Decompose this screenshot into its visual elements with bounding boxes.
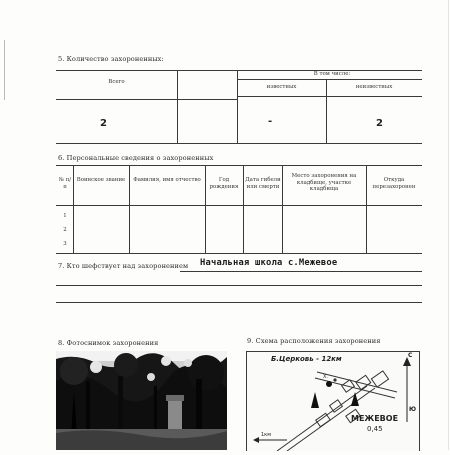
sec6-line	[56, 205, 422, 206]
col-total-header: Всего	[108, 79, 125, 85]
row-number: 2	[63, 227, 67, 233]
sec6-line	[73, 165, 74, 253]
col-unknown-header: неизвестных	[355, 84, 393, 90]
label-small: Х.	[323, 374, 329, 380]
location-scheme	[246, 351, 420, 451]
value-unknown: 2	[376, 118, 383, 129]
section-9-title: 9. Схема расположения захоронения	[247, 337, 381, 345]
col-birth-header: Год рождения	[209, 177, 239, 190]
sec5-line	[56, 99, 237, 100]
section-6-title: 6. Персональные сведения о захороненных	[58, 154, 214, 162]
label-bottom: 1км	[261, 432, 271, 438]
sec5-line	[237, 96, 422, 97]
row-number: 1	[63, 213, 67, 219]
label-church: Б.Церковь - 12км	[271, 355, 342, 363]
sec5-line	[237, 79, 422, 80]
sec6-line	[243, 165, 244, 253]
sec5-line	[177, 70, 178, 143]
patron-value: Начальная школа с.Межевое	[200, 258, 338, 268]
col-num-header: № п/п	[58, 177, 72, 190]
edge-mark	[4, 40, 5, 100]
scheme-map	[247, 352, 419, 451]
edge-mark	[448, 0, 449, 450]
label-village: МЕЖЕВОЕ	[351, 414, 399, 423]
sec7-line	[56, 302, 422, 303]
sec6-line	[366, 165, 367, 253]
value-total: 2	[100, 118, 107, 129]
section-8-title: 8. Фотоснимок захоронения	[58, 339, 159, 347]
col-known-header: известных	[266, 84, 297, 90]
sec6-line	[56, 253, 422, 254]
sec6-line	[282, 165, 283, 253]
label-distance: 0,45	[367, 425, 383, 433]
row-number: 3	[63, 241, 67, 247]
sec6-line	[56, 165, 422, 166]
col-rank-header: Воинское звание	[76, 177, 126, 183]
photo-trees-image	[56, 351, 227, 450]
sec5-line	[56, 143, 422, 144]
col-name-header: Фамилия, имя отчество	[133, 177, 201, 183]
sec6-line	[205, 165, 206, 253]
section-5-title: 5. Количество захороненных:	[58, 55, 164, 63]
value-known: -	[268, 116, 273, 127]
sec5-line	[237, 70, 238, 143]
label-north: С	[408, 352, 413, 359]
burial-photo	[56, 351, 227, 450]
col-including-header: В том числе:	[313, 71, 351, 77]
sec7-line	[56, 285, 422, 286]
col-death-header: Дата гибели или смерти	[245, 177, 281, 190]
label-south: Ю	[409, 406, 417, 413]
sec6-line	[129, 165, 130, 253]
col-origin-header: Откуда перезахоронен	[372, 177, 416, 190]
col-place-header: Место захоронения на кладбище, участке кладбища	[291, 173, 357, 192]
sec7-underline	[180, 271, 422, 272]
section-7-title: 7. Кто шефствует над захоронением	[58, 262, 189, 270]
